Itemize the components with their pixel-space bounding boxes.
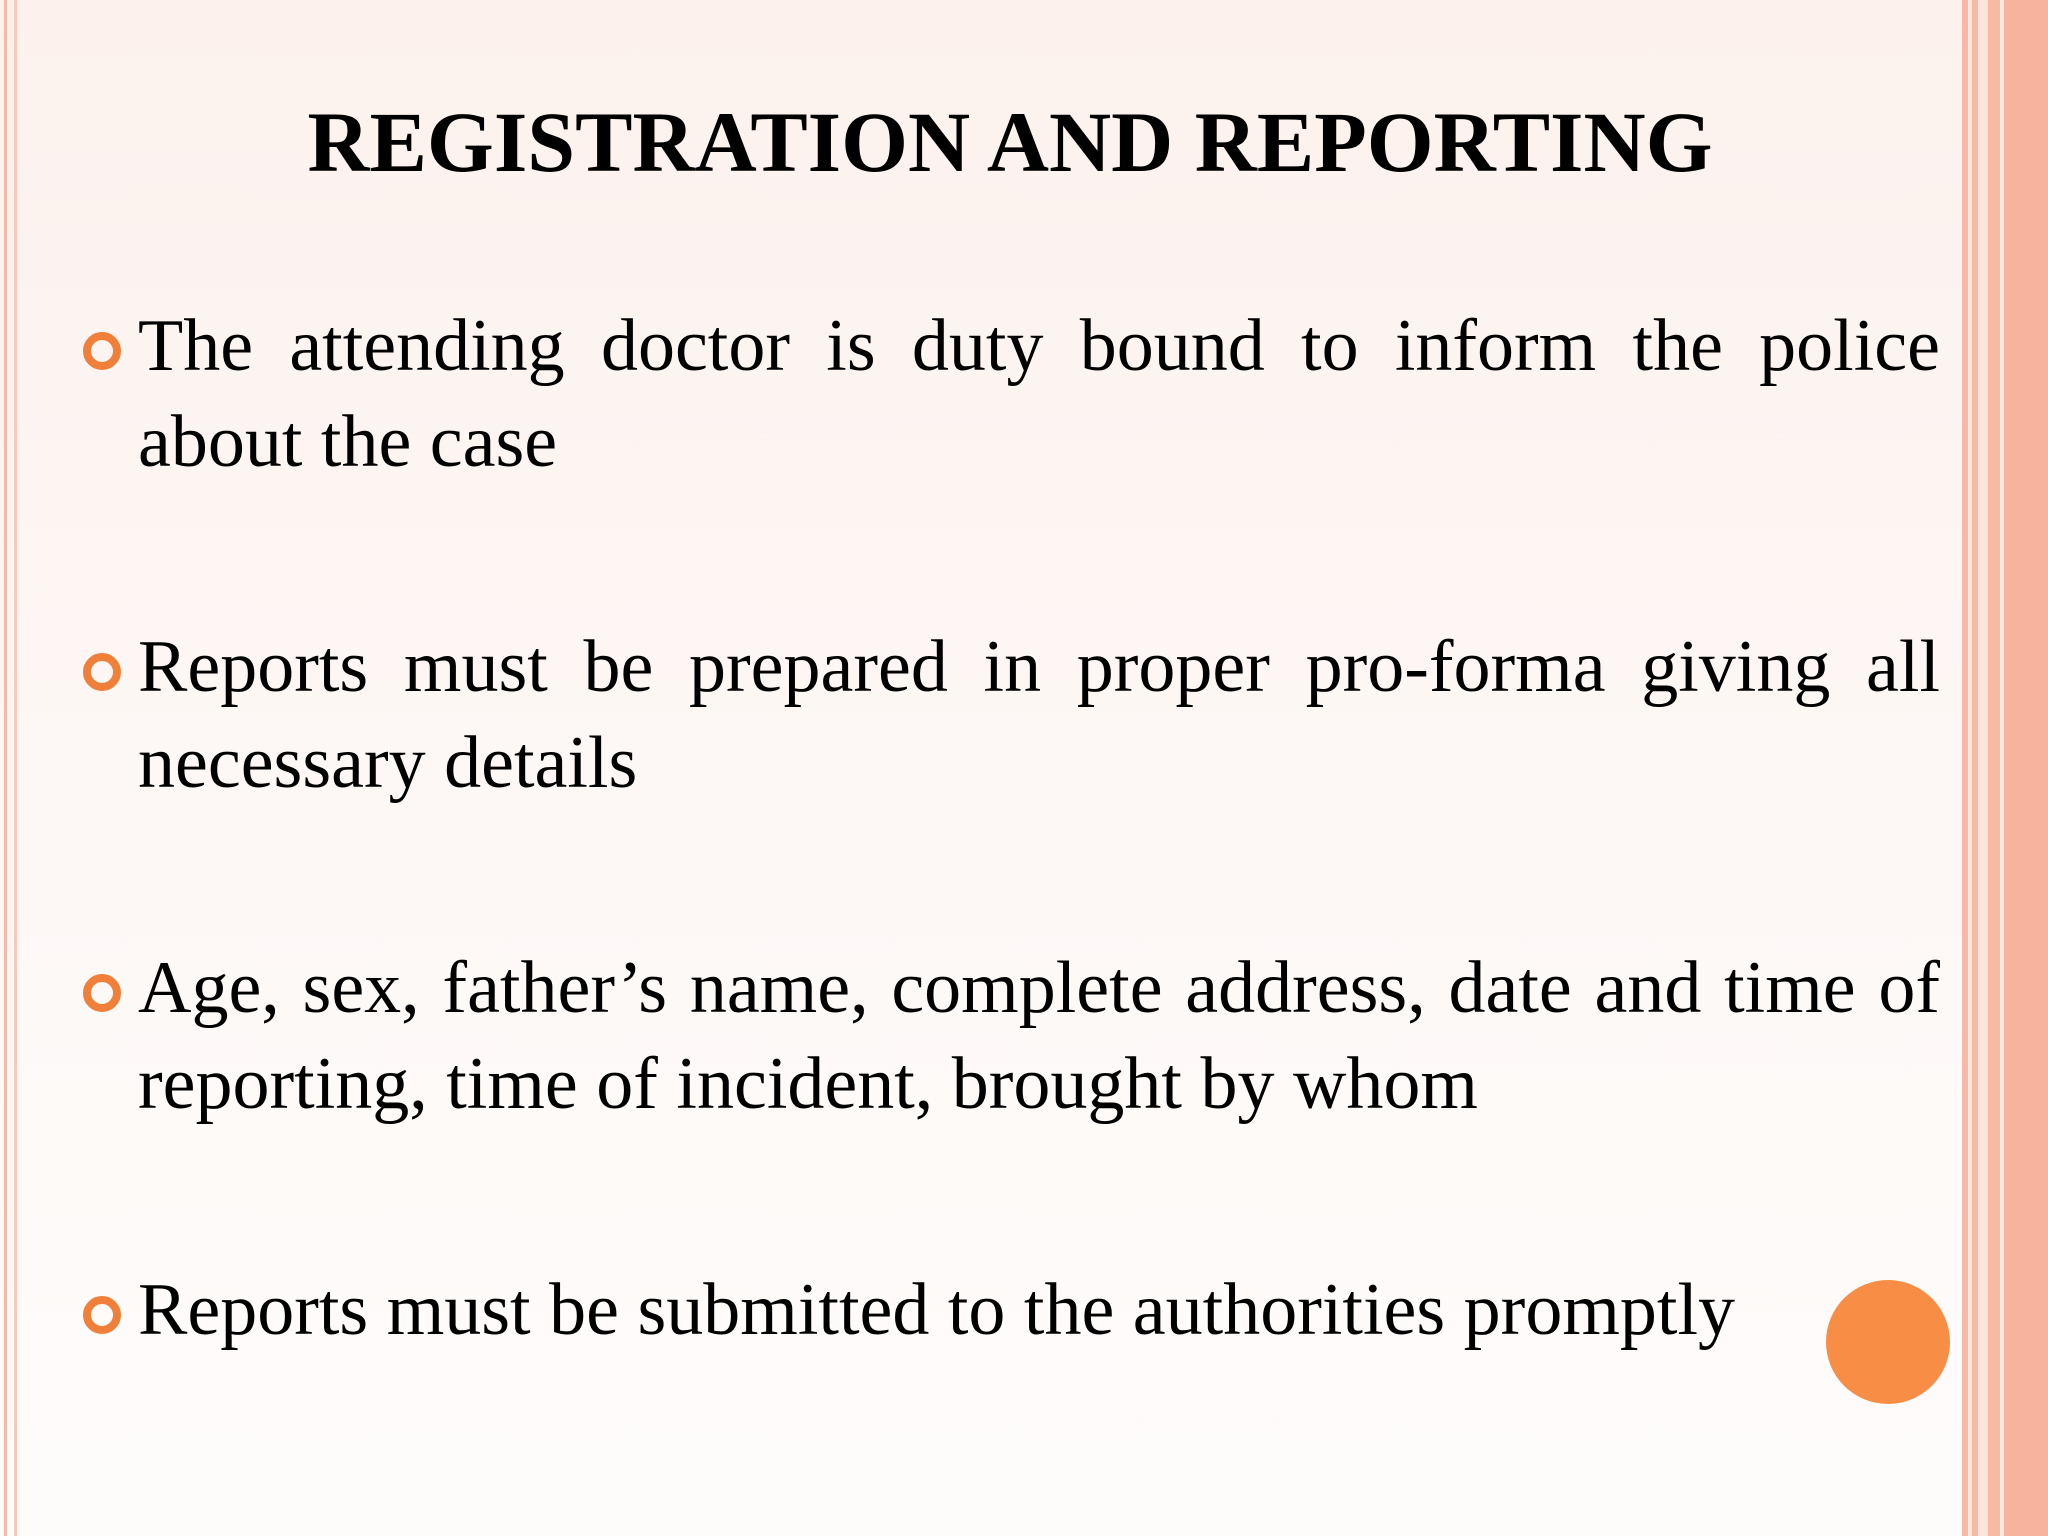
bullet-item <box>138 298 1940 490</box>
bullet-item <box>138 1262 1940 1358</box>
bullet-text: Age, sex, father’s name, complete address, date and time of reporting, time of incident, brought by whom <box>138 947 1940 1125</box>
bullet-text: The attending doctor is duty bound to inform the police about the case <box>138 305 1940 483</box>
bullet-item <box>138 940 1940 1132</box>
ring-bullet-icon <box>83 974 121 1012</box>
bullet-text: Reports must be prepared in proper pro-forma giving all necessary details <box>138 626 1940 804</box>
bullet-text: Reports must be submitted to the authorities promptly <box>138 1269 1735 1351</box>
orange-circle-decoration <box>1826 1280 1950 1404</box>
ring-bullet-icon <box>83 332 121 370</box>
ring-bullet-icon <box>83 653 121 691</box>
slide-title: REGISTRATION AND REPORTING <box>307 94 1713 190</box>
bullet-item <box>138 619 1940 811</box>
ring-bullet-icon <box>83 1296 121 1334</box>
